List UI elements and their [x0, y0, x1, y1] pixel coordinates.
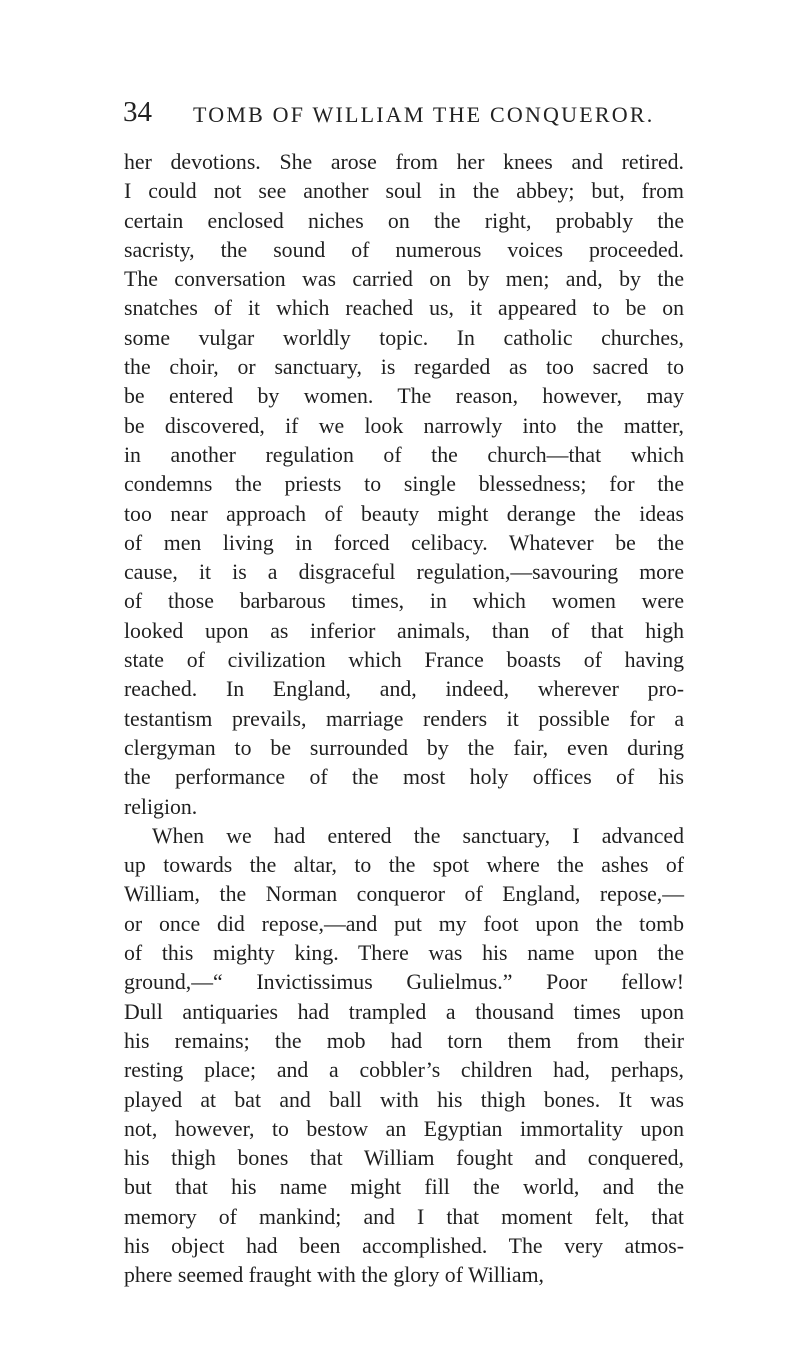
text-line: of men living in forced celibacy. Whatever be the — [124, 530, 684, 555]
text-line: snatches of it which reached us, it appeared to be on — [124, 296, 684, 321]
text-line: in another regulation of the church—that which — [124, 442, 684, 467]
text-line: Dull antiquaries had trampled a thousand times upon — [124, 999, 684, 1024]
text-line: testantism prevails, marriage renders it possible for a — [124, 706, 684, 731]
text-line: ground,—“ Invictissimus Gulielmus.” Poor fellow! — [124, 970, 684, 995]
page-number: 34 — [123, 96, 152, 128]
page-header — [0, 96, 800, 136]
text-line: certain enclosed niches on the right, probably the — [124, 208, 684, 233]
text-line: too near approach of beauty might derange the ideas — [124, 501, 684, 526]
paragraph — [124, 148, 684, 822]
body-text — [124, 148, 684, 1291]
text-line: up towards the altar, to the spot where the ashes of — [124, 853, 684, 878]
paragraph — [124, 822, 684, 1291]
text-line: the choir, or sanctuary, is regarded as too sacred to — [124, 355, 684, 380]
text-line: of this mighty king. There was his name upon the — [124, 941, 684, 966]
text-line: condemns the priests to single blessedness; for the — [124, 472, 684, 497]
text-line: his object had been accomplished. The very atmos- — [124, 1233, 684, 1258]
text-line: reached. In England, and, indeed, wherever pro- — [124, 677, 684, 702]
text-line: not, however, to bestow an Egyptian immortality upon — [124, 1116, 684, 1141]
text-line: her devotions. She arose from her knees and retired. — [124, 150, 684, 174]
text-line: the performance of the most holy offices of his — [124, 765, 684, 790]
text-line: cause, it is a disgraceful regulation,—savouring more — [124, 560, 684, 585]
text-line: some vulgar worldly topic. In catholic churches, — [124, 325, 684, 350]
text-line: or once did repose,—and put my foot upon the tomb — [124, 911, 684, 936]
text-line: of those barbarous times, in which women were — [124, 589, 684, 614]
text-line: William, the Norman conqueror of England, repose,— — [124, 882, 684, 907]
text-line: When we had entered the sanctuary, I advanced — [152, 823, 684, 848]
text-line: The conversation was carried on by men; and, by the — [124, 267, 684, 292]
text-line: his remains; the mob had torn them from their — [124, 1028, 684, 1053]
text-line: I could not see another soul in the abbey; but, from — [124, 179, 684, 204]
text-line: be discovered, if we look narrowly into the matter, — [124, 413, 684, 438]
text-line: sacristy, the sound of numerous voices proceeded. — [124, 237, 684, 262]
text-line: memory of mankind; and I that moment felt, that — [124, 1204, 684, 1229]
text-line: but that his name might fill the world, and the — [124, 1175, 684, 1200]
text-line: state of civilization which France boasts of having — [124, 648, 684, 673]
text-line: looked upon as inferior animals, than of that high — [124, 618, 684, 643]
running-title: TOMB OF WILLIAM THE CONQUEROR. — [193, 102, 655, 127]
text-line: be entered by women. The reason, however, may — [124, 384, 684, 409]
text-line: played at bat and ball with his thigh bones. It was — [124, 1087, 684, 1112]
text-line: resting place; and a cobbler’s children had, perhaps, — [124, 1058, 684, 1083]
text-line: religion. — [124, 794, 198, 819]
text-line: phere seemed fraught with the glory of William, — [124, 1263, 545, 1288]
text-line: clergyman to be surrounded by the fair, even during — [124, 735, 684, 760]
text-line: his thigh bones that William fought and conquered, — [124, 1146, 684, 1171]
